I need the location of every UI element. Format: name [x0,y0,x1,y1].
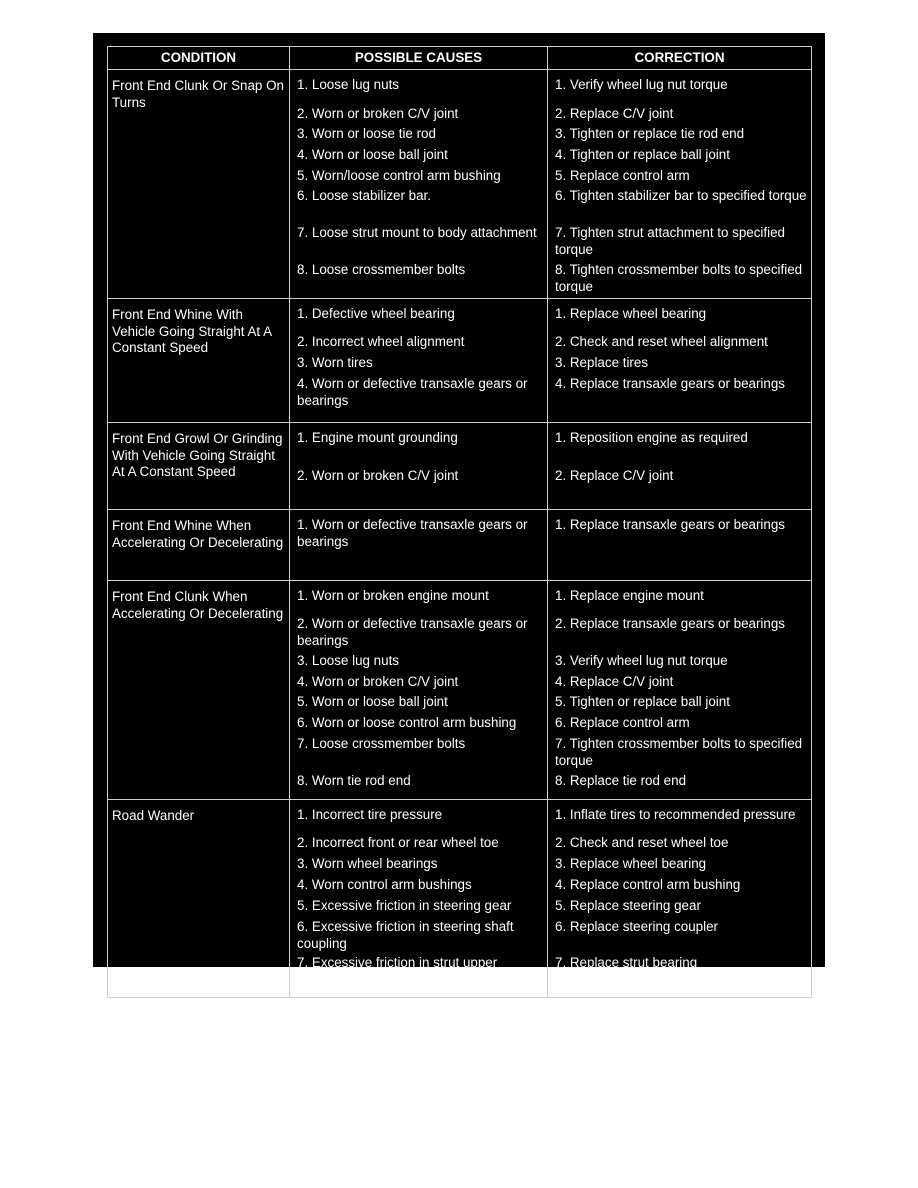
cause-item: 6. Worn or loose control arm bushing [297,715,517,730]
cause-item: 2. Worn or defective transaxle gears or bearings [297,616,528,648]
correction-item: 4. Tighten or replace ball joint [555,147,730,162]
condition-cell: Front End Whine With Vehicle Going Straight At A Constant Speed [108,299,290,423]
cause-item: 1. Worn or defective transaxle gears or bearings [297,517,528,549]
correction-cell [548,800,812,998]
condition-cell: Front End Whine When Accelerating Or Decelerating [108,510,290,581]
cause-item: 7. Loose strut mount to body attachment [297,225,537,240]
cause-item: 5. Worn or loose ball joint [297,694,448,709]
correction-item: 7. Replace strut bearing [555,955,698,970]
correction-item: 4. Replace transaxle gears or bearings [555,376,786,391]
correction-item: 7. Tighten strut attachment to specified torque [555,225,786,257]
correction-item: 1. Verify wheel lug nut torque [555,77,728,92]
table-row [108,581,812,800]
correction-item: 3. Verify wheel lug nut torque [555,653,728,668]
condition-cell: Road Wander [108,800,290,998]
table-row [108,299,812,423]
correction-item: 8. Tighten crossmember bolts to specified torque [555,262,803,294]
correction-item: 4. Replace control arm bushing [555,877,741,892]
cause-item: 3. Worn wheel bearings [297,856,438,871]
possible-causes-cell [290,70,548,299]
table-body [108,70,812,998]
correction-item: 1. Replace transaxle gears or bearings [555,517,786,532]
cause-item: 1. Worn or broken engine mount [297,588,489,603]
correction-item: 2. Replace C/V joint [555,106,674,121]
table-row [108,423,812,510]
correction-item: 2. Check and reset wheel toe [555,835,729,850]
correction-item: 8. Replace tie rod end [555,773,687,788]
cause-item: 3. Worn tires [297,355,373,370]
cause-item: 1. Loose lug nuts [297,77,399,92]
diagnosis-table [107,46,812,998]
header-row [108,47,812,70]
possible-causes-cell [290,299,548,423]
correction-item: 1. Replace engine mount [555,588,704,603]
cause-item: 3. Loose lug nuts [297,653,399,668]
correction-cell [548,299,812,423]
correction-cell [548,510,812,581]
correction-item: 5. Replace control arm [555,168,690,183]
correction-item: 5. Replace steering gear [555,898,701,913]
condition-cell: Front End Growl Or Grinding With Vehicle Going Straight At A Constant Speed [108,423,290,510]
correction-item: 3. Replace wheel bearing [555,856,707,871]
correction-item: 7. Tighten crossmember bolts to specified torque [555,736,803,768]
correction-cell [548,581,812,800]
condition-cell: Front End Clunk When Accelerating Or Decelerating [108,581,290,800]
cause-item: 1. Defective wheel bearing [297,306,455,321]
cause-item: 1. Engine mount grounding [297,430,458,445]
correction-item: 1. Inflate tires to recommended pressure [555,807,796,822]
correction-item: 6. Tighten stabilizer bar to specified torque [555,188,807,203]
possible-causes-cell [290,510,548,581]
cause-item: 2. Worn or broken C/V joint [297,468,459,483]
condition-cell: Front End Clunk Or Snap On Turns [108,70,290,299]
cause-item: 5. Worn/loose control arm bushing [297,168,501,183]
cause-item: 6. Loose stabilizer bar. [297,188,431,203]
cause-item: 2. Worn or broken C/V joint [297,106,459,121]
correction-item: 5. Tighten or replace ball joint [555,694,730,709]
cause-item: 4. Worn or loose ball joint [297,147,448,162]
cause-item: 4. Worn or defective transaxle gears or bearings [297,376,528,408]
correction-item: 2. Replace transaxle gears or bearings [555,616,786,631]
correction-cell [548,70,812,299]
cause-item: 3. Worn or loose tie rod [297,126,436,141]
header-possible-causes: POSSIBLE CAUSES [290,47,548,70]
possible-causes-cell [290,423,548,510]
correction-item: 6. Replace control arm [555,715,690,730]
correction-item: 3. Replace tires [555,355,649,370]
correction-item: 6. Replace steering coupler [555,919,719,934]
cause-item: 4. Worn control arm bushings [297,877,472,892]
correction-item: 4. Replace C/V joint [555,674,674,689]
cause-item: 5. Excessive friction in steering gear [297,898,512,913]
table-row [108,70,812,299]
cause-item: 8. Loose crossmember bolts [297,262,466,277]
table-row [108,510,812,581]
cause-item: 7. Excessive friction in strut upper bearing [297,955,498,987]
cause-item: 2. Incorrect wheel alignment [297,334,465,349]
cause-item: 1. Incorrect tire pressure [297,807,443,822]
cause-item: 7. Loose crossmember bolts [297,736,466,751]
correction-item: 1. Replace wheel bearing [555,306,707,321]
header-condition: CONDITION [108,47,290,70]
header-correction: CORRECTION [548,47,812,70]
correction-item: 2. Replace C/V joint [555,468,674,483]
cause-item: 8. Worn tie rod end [297,773,411,788]
correction-item: 3. Tighten or replace tie rod end [555,126,745,141]
correction-cell [548,423,812,510]
correction-item: 2. Check and reset wheel alignment [555,334,768,349]
possible-causes-cell [290,581,548,800]
table-row [108,800,812,998]
cause-item: 4. Worn or broken C/V joint [297,674,459,689]
cause-item: 6. Excessive friction in steering shaft coupling [297,919,514,951]
cause-item: 2. Incorrect front or rear wheel toe [297,835,499,850]
possible-causes-cell [290,800,548,998]
correction-item: 1. Reposition engine as required [555,430,748,445]
